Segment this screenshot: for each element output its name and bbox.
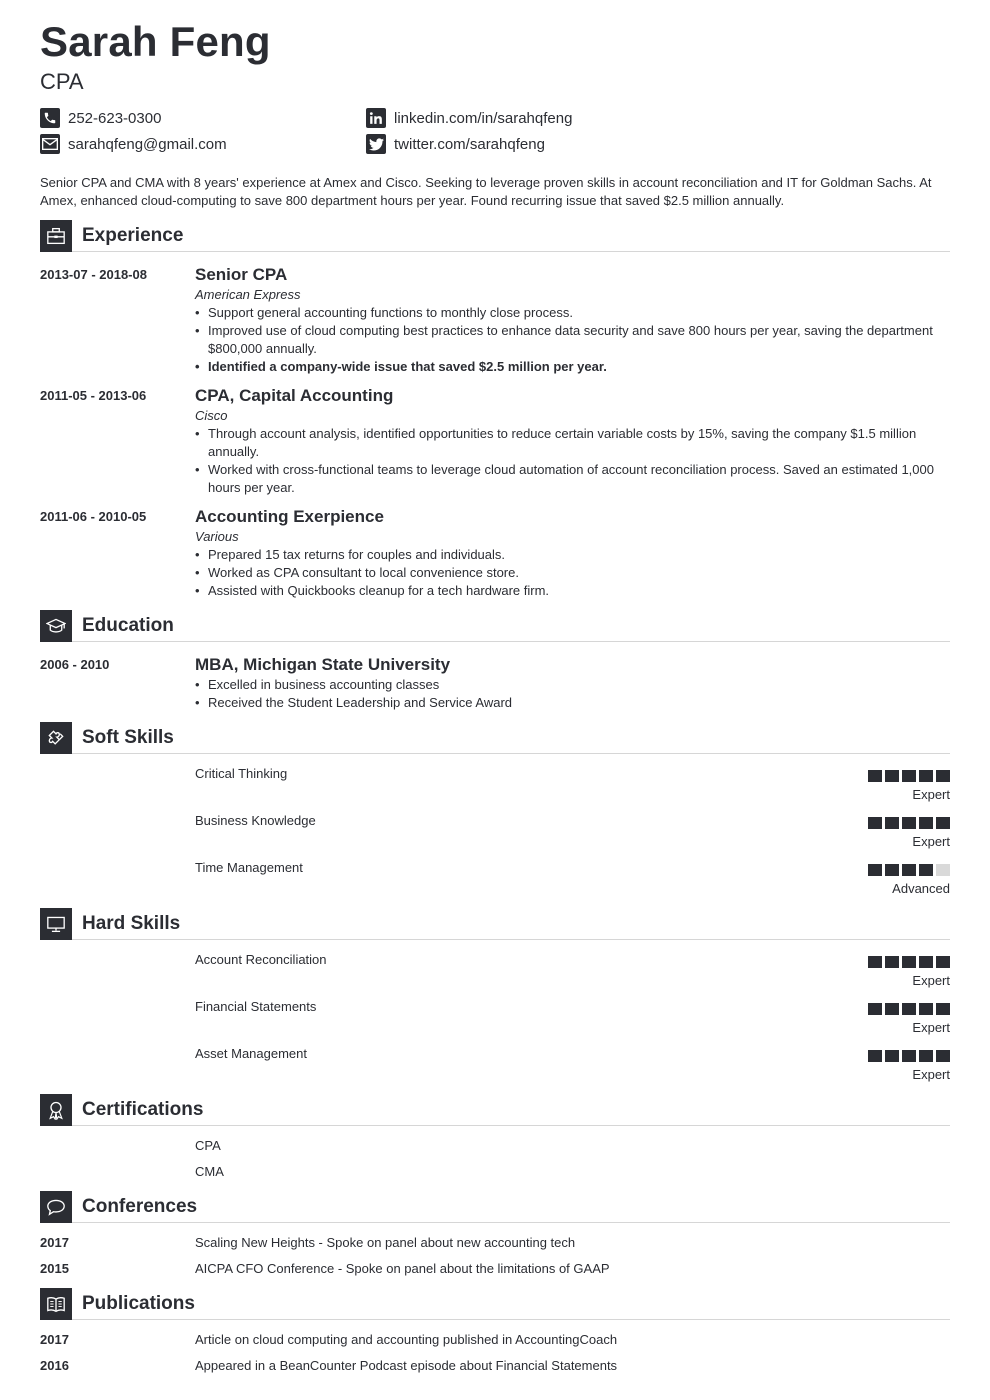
job-title: Accounting Exerpience xyxy=(195,507,384,526)
job-company: Various xyxy=(195,529,239,544)
education-title: MBA, Michigan State University xyxy=(195,655,451,674)
section-experience-header xyxy=(40,220,950,252)
skill-name: Asset Management xyxy=(195,1046,308,1061)
rating-square-filled xyxy=(885,956,899,968)
skill-name: Financial Statements xyxy=(195,999,317,1014)
summary-text: Senior CPA and CMA with 8 years' experience at Amex and Cisco. Seeking to leverage proven skills in account reconciliation and IT for Goldman Sachs. At Amex, enhanced cloud-computing to save 800 department hours per year. Found recurring issue that saved $2.5 million annually. xyxy=(40,175,932,208)
job-title: Senior CPA xyxy=(195,265,288,284)
phone-icon xyxy=(40,108,60,128)
rating-square-filled xyxy=(936,817,950,829)
job-dates: 2011-05 - 2013-06 xyxy=(40,388,147,403)
skill-rating xyxy=(868,956,950,968)
publication-text: Appeared in a BeanCounter Podcast episode about Financial Statements xyxy=(195,1358,618,1373)
section-title: Education xyxy=(82,614,174,636)
rating-square-filled xyxy=(936,1050,950,1062)
rating-square-filled xyxy=(919,956,933,968)
rating-square-filled xyxy=(919,770,933,782)
rating-square-filled xyxy=(885,1050,899,1062)
skill-rating xyxy=(868,1050,950,1062)
rating-square-filled xyxy=(919,817,933,829)
rating-square-filled xyxy=(936,770,950,782)
section-hard-skills-header xyxy=(40,908,950,940)
conference-year: 2017 xyxy=(40,1235,69,1250)
rating-square-filled xyxy=(919,1003,933,1015)
skill-rating xyxy=(868,1003,950,1015)
list-item: • Worked with cross-functional teams to leverage cloud automation of account reconciliation process. Saved an estimated 1,000 hours per year. xyxy=(195,461,950,497)
section-publications-header xyxy=(40,1288,950,1320)
rating-square-filled xyxy=(902,864,916,876)
rating-square-filled xyxy=(868,1050,882,1062)
list-item: • Identified a company-wide issue that saved $2.5 million per year. xyxy=(195,358,950,376)
briefcase-icon xyxy=(40,220,72,252)
rating-square-filled xyxy=(868,956,882,968)
publication-year: 2017 xyxy=(40,1332,69,1347)
contact-twitter xyxy=(366,134,545,154)
job-bullets xyxy=(195,304,950,376)
rating-square-filled xyxy=(902,1050,916,1062)
job-bullets xyxy=(195,425,950,497)
rating-square-filled xyxy=(936,956,950,968)
rating-square-filled xyxy=(868,1003,882,1015)
open-book-icon xyxy=(40,1288,72,1320)
list-item: • Support general accounting functions to monthly close process. xyxy=(195,304,950,322)
contact-email xyxy=(40,134,227,154)
certification-item: CPA xyxy=(195,1138,221,1153)
rating-square-filled xyxy=(885,864,899,876)
skill-level: Expert xyxy=(912,834,950,849)
skill-rating xyxy=(868,817,950,829)
rating-square-filled xyxy=(919,864,933,876)
skill-rating xyxy=(868,770,950,782)
list-item: • Prepared 15 tax returns for couples and individuals. xyxy=(195,546,950,564)
conference-text: Scaling New Heights - Spoke on panel about new accounting tech xyxy=(195,1235,576,1250)
list-item: • Improved use of cloud computing best practices to enhance data security and save 800 hours per year, saving the department $800,000 annually. xyxy=(195,322,950,358)
section-title: Certifications xyxy=(82,1098,204,1120)
linkedin-text: linkedin.com/in/sarahqfeng xyxy=(394,109,573,127)
skill-name: Account Reconciliation xyxy=(195,952,327,967)
skill-level: Expert xyxy=(912,787,950,802)
skill-name: Critical Thinking xyxy=(195,766,288,781)
publication-year: 2016 xyxy=(40,1358,69,1373)
skill-level: Expert xyxy=(912,1067,950,1082)
skill-rating xyxy=(868,864,950,876)
envelope-icon xyxy=(40,134,60,154)
phone-text: 252-623-0300 xyxy=(68,109,162,127)
twitter-text: twitter.com/sarahqfeng xyxy=(394,135,545,153)
twitter-icon xyxy=(366,134,386,154)
skill-name: Business Knowledge xyxy=(195,813,316,828)
section-title: Soft Skills xyxy=(82,726,174,748)
list-item: • Through account analysis, identified opportunities to reduce certain variable costs by 15%, saving the company $1.5 million annually. xyxy=(195,425,950,461)
candidate-name: Sarah Feng xyxy=(40,18,271,65)
conference-year: 2015 xyxy=(40,1261,69,1276)
contact-phone xyxy=(40,108,161,128)
section-conferences-header xyxy=(40,1191,950,1223)
job-bullets xyxy=(195,546,950,600)
job-company: Cisco xyxy=(195,408,228,423)
award-ribbon-icon xyxy=(40,1094,72,1126)
skill-name: Time Management xyxy=(195,860,303,875)
section-soft-skills-header xyxy=(40,722,950,754)
rating-square-filled xyxy=(868,770,882,782)
rating-square-empty xyxy=(936,864,950,876)
section-title: Publications xyxy=(82,1292,195,1314)
rating-square-filled xyxy=(902,817,916,829)
publication-text: Article on cloud computing and accounting published in AccountingCoach xyxy=(195,1332,618,1347)
section-title: Experience xyxy=(82,224,184,246)
job-dates: 2013-07 - 2018-08 xyxy=(40,267,147,282)
section-title: Conferences xyxy=(82,1195,198,1217)
education-bullets xyxy=(195,676,950,712)
rating-square-filled xyxy=(902,1003,916,1015)
monitor-icon xyxy=(40,908,72,940)
rating-square-filled xyxy=(885,817,899,829)
speech-bubble-icon xyxy=(40,1191,72,1223)
list-item: • Received the Student Leadership and Service Award xyxy=(195,694,950,712)
skill-level: Advanced xyxy=(892,881,950,896)
section-title: Hard Skills xyxy=(82,912,181,934)
rating-square-filled xyxy=(919,1050,933,1062)
job-dates: 2011-06 - 2010-05 xyxy=(40,509,147,524)
section-certifications-header xyxy=(40,1094,950,1126)
rating-square-filled xyxy=(885,770,899,782)
rating-square-filled xyxy=(868,817,882,829)
list-item: • Worked as CPA consultant to local convenience store. xyxy=(195,564,950,582)
job-title: CPA, Capital Accounting xyxy=(195,386,394,405)
education-dates: 2006 - 2010 xyxy=(40,657,110,672)
job-company: American Express xyxy=(195,287,301,302)
rating-square-filled xyxy=(868,864,882,876)
rating-square-filled xyxy=(936,1003,950,1015)
skill-level: Expert xyxy=(912,973,950,988)
conference-text: AICPA CFO Conference - Spoke on panel about the limitations of GAAP xyxy=(195,1261,610,1276)
list-item: • Assisted with Quickbooks cleanup for a tech hardware firm. xyxy=(195,582,950,600)
contact-linkedin xyxy=(366,108,572,128)
rating-square-filled xyxy=(885,1003,899,1015)
candidate-role: CPA xyxy=(40,69,84,94)
rating-square-filled xyxy=(902,770,916,782)
linkedin-icon xyxy=(366,108,386,128)
graduation-cap-icon xyxy=(40,610,72,642)
puzzle-icon xyxy=(40,722,72,754)
skill-level: Expert xyxy=(912,1020,950,1035)
section-education-header xyxy=(40,610,950,642)
list-item: • Excelled in business accounting classes xyxy=(195,676,950,694)
rating-square-filled xyxy=(902,956,916,968)
certification-item: CMA xyxy=(195,1164,224,1179)
email-text: sarahqfeng@gmail.com xyxy=(68,135,227,153)
